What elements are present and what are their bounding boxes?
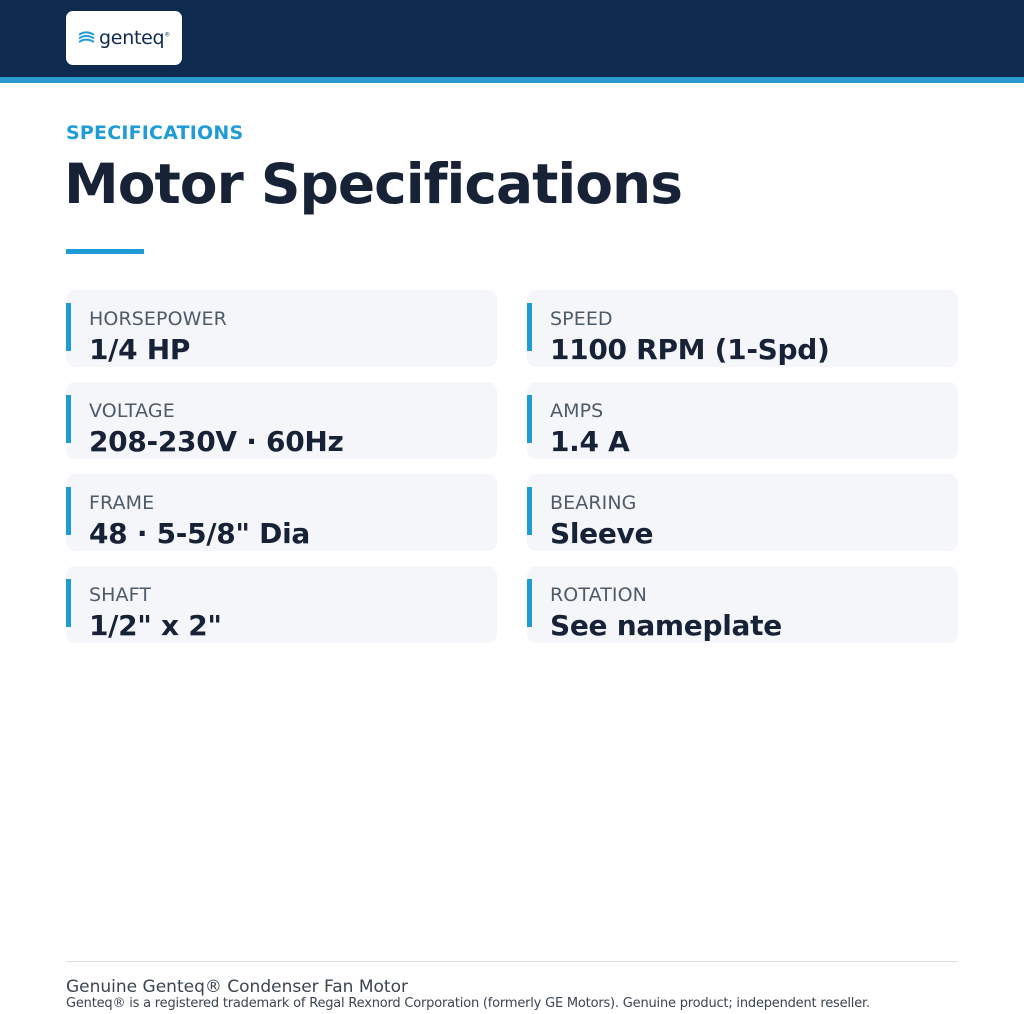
logo-wordmark: genteq®	[99, 26, 170, 49]
spec-value: 1/2" x 2"	[89, 609, 222, 642]
card-accent-bar	[66, 579, 71, 627]
brand-logo	[66, 11, 182, 65]
spec-value: 1.4 A	[550, 425, 630, 458]
spec-card-voltage	[66, 382, 497, 459]
spec-label: FRAME	[89, 492, 155, 514]
spec-label: BEARING	[550, 492, 637, 514]
card-accent-bar	[527, 303, 532, 351]
header-accent-stripe	[0, 77, 1024, 83]
spec-value: 1/4 HP	[89, 333, 191, 366]
spec-label: VOLTAGE	[89, 400, 175, 422]
genteq-logo-icon	[78, 29, 96, 47]
footer-disclaimer: Genteq® is a registered trademark of Regal Rexnord Corporation (formerly GE Motors). Genuine product; independent reseller.	[66, 996, 870, 1011]
card-accent-bar	[527, 395, 532, 443]
spec-value: 1100 RPM (1-Spd)	[550, 333, 830, 366]
spec-card-speed	[527, 290, 958, 367]
spec-label: SPEED	[550, 308, 613, 330]
card-accent-bar	[66, 303, 71, 351]
title-underline	[66, 249, 144, 254]
spec-card-horsepower	[66, 290, 497, 367]
spec-value: Sleeve	[550, 517, 654, 550]
card-accent-bar	[66, 487, 71, 535]
spec-value: 208-230V · 60Hz	[89, 425, 344, 458]
footer-title: Genuine Genteq® Condenser Fan Motor	[66, 977, 408, 997]
spec-value: 48 · 5-5/8" Dia	[89, 517, 310, 550]
spec-card-shaft	[66, 566, 497, 643]
footer-divider	[66, 961, 958, 962]
spec-card-rotation	[527, 566, 958, 643]
spec-label: SHAFT	[89, 584, 152, 606]
spec-value: See nameplate	[550, 609, 782, 642]
spec-card-frame	[66, 474, 497, 551]
spec-label: AMPS	[550, 400, 604, 422]
spec-card-bearing	[527, 474, 958, 551]
section-eyebrow: SPECIFICATIONS	[66, 122, 244, 144]
card-accent-bar	[66, 395, 71, 443]
card-accent-bar	[527, 579, 532, 627]
spec-card-amps	[527, 382, 958, 459]
card-accent-bar	[527, 487, 532, 535]
spec-label: HORSEPOWER	[89, 308, 227, 330]
page-title: Motor Specifications	[64, 152, 682, 216]
spec-label: ROTATION	[550, 584, 647, 606]
